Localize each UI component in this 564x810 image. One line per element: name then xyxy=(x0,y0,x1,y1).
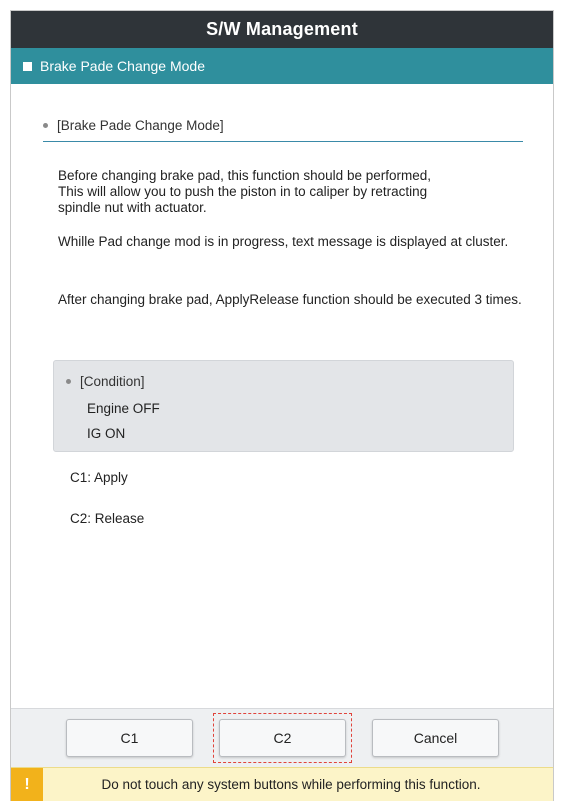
c2-button[interactable]: C2 xyxy=(219,719,346,757)
description-paragraph-3: After changing brake pad, ApplyRelease function should be executed 3 times. xyxy=(58,292,522,307)
mode-bar-label: Brake Pade Change Mode xyxy=(40,58,205,74)
cancel-button[interactable]: Cancel xyxy=(372,719,499,757)
warning-bar xyxy=(11,767,553,801)
window-titlebar xyxy=(11,11,553,48)
section-divider xyxy=(43,141,523,142)
content-area xyxy=(11,84,553,708)
description-paragraph-2: Whille Pad change mod is in progress, text message is displayed at cluster. xyxy=(58,234,509,249)
command-c2-description: C2: Release xyxy=(70,511,145,526)
warning-icon: ! xyxy=(11,768,43,801)
condition-item: IG ON xyxy=(87,426,126,441)
square-bullet-icon xyxy=(23,62,32,71)
section-title xyxy=(43,118,224,133)
mode-bar xyxy=(11,48,553,84)
window-title: S/W Management xyxy=(206,19,358,39)
warning-text: Do not touch any system buttons while performing this function. xyxy=(101,777,481,792)
condition-title-text: [Condition] xyxy=(80,374,145,389)
dot-bullet-icon xyxy=(43,123,48,128)
dot-bullet-icon xyxy=(66,379,71,384)
condition-item: Engine OFF xyxy=(87,401,160,416)
condition-panel xyxy=(53,360,514,452)
command-c1-description: C1: Apply xyxy=(70,470,128,485)
description-paragraph-1: Before changing brake pad, this function should be performed, This will allow you to push the piston in to caliper by retracting spindle nut with actuator. xyxy=(58,168,431,215)
button-bar xyxy=(11,708,553,767)
app-window xyxy=(10,10,554,801)
section-title-text: [Brake Pade Change Mode] xyxy=(57,118,224,133)
condition-title xyxy=(66,374,145,389)
c1-button[interactable]: C1 xyxy=(66,719,193,757)
